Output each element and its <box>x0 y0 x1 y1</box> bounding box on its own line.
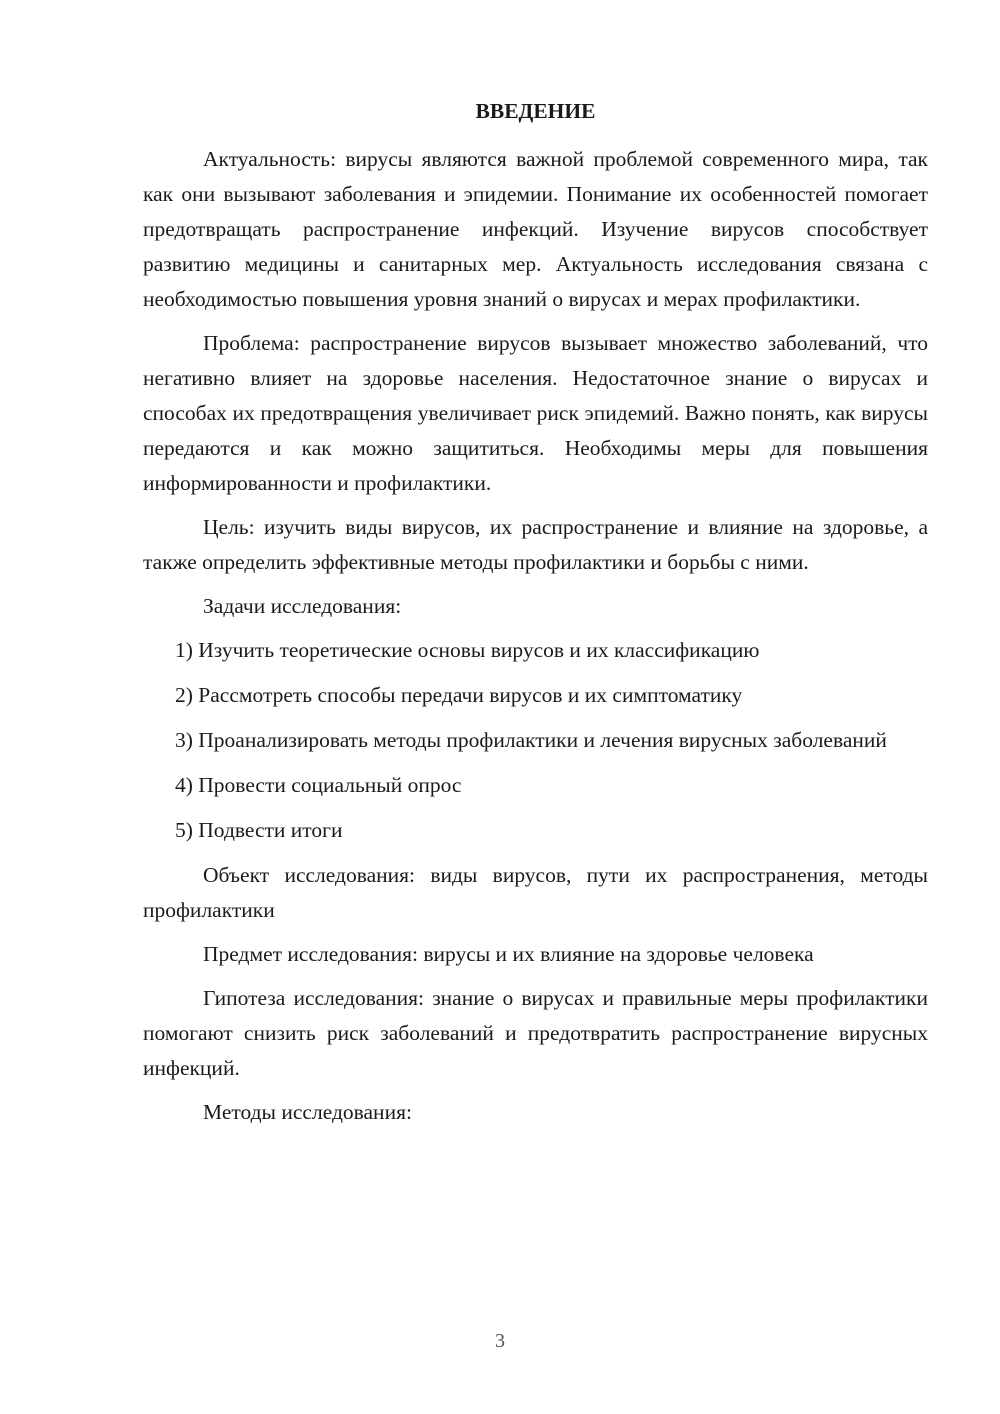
list-item: 3) Проанализировать методы профилактики и лечения вирусных заболеваний <box>175 728 887 752</box>
list-item: 4) Провести социальный опрос <box>175 773 462 797</box>
paragraph-hypothesis: Гипотеза исследования: знание о вирусах и правильные меры профилактики помогают снизить риск заболеваний и предотвратить распространение вирусных инфекций. <box>143 986 928 1080</box>
paragraph-relevance: Актуальность: вирусы являются важной проблемой современного мира, так как они вызывают заболевания и эпидемии. Понимание их особенностей помогает предотвращать распространение инфекций. Изучение вирусов способствует развитию медицины и санитарных мер. Актуальность исследования связана с необходимостью повышения уровня знаний о вирусах и мерах профилактики. <box>143 147 928 311</box>
list-item: 5) Подвести итоги <box>175 818 343 842</box>
paragraph-goal: Цель: изучить виды вирусов, их распространение и влияние на здоровье, а также определить эффективные методы профилактики и борьбы с ними. <box>143 515 928 574</box>
list-item: 1) Изучить теоретические основы вирусов и их классификацию <box>175 638 760 662</box>
document-page <box>143 94 928 1139</box>
tasks-heading: Задачи исследования: <box>203 594 402 618</box>
page-title: ВВЕДЕНИЕ <box>475 99 596 123</box>
list-item: 2) Рассмотреть способы передачи вирусов и их симптоматику <box>175 683 743 707</box>
tasks-list <box>143 633 928 848</box>
paragraph-object: Объект исследования: виды вирусов, пути их распространения, методы профилактики <box>143 863 928 922</box>
paragraph-problem: Проблема: распространение вирусов вызывает множество заболеваний, что негативно влияет на здоровье населения. Недостаточное знание о вирусах и способах их предотвращения увеличивает риск эпидемий. Важно понять, как вирусы передаются и как можно защититься. Необходимы меры для повышения информированности и профилактики. <box>143 331 928 495</box>
methods-heading: Методы исследования: <box>203 1100 412 1124</box>
paragraph-subject: Предмет исследования: вирусы и их влияние на здоровье человека <box>203 942 814 966</box>
page-number: 3 <box>495 1330 505 1352</box>
